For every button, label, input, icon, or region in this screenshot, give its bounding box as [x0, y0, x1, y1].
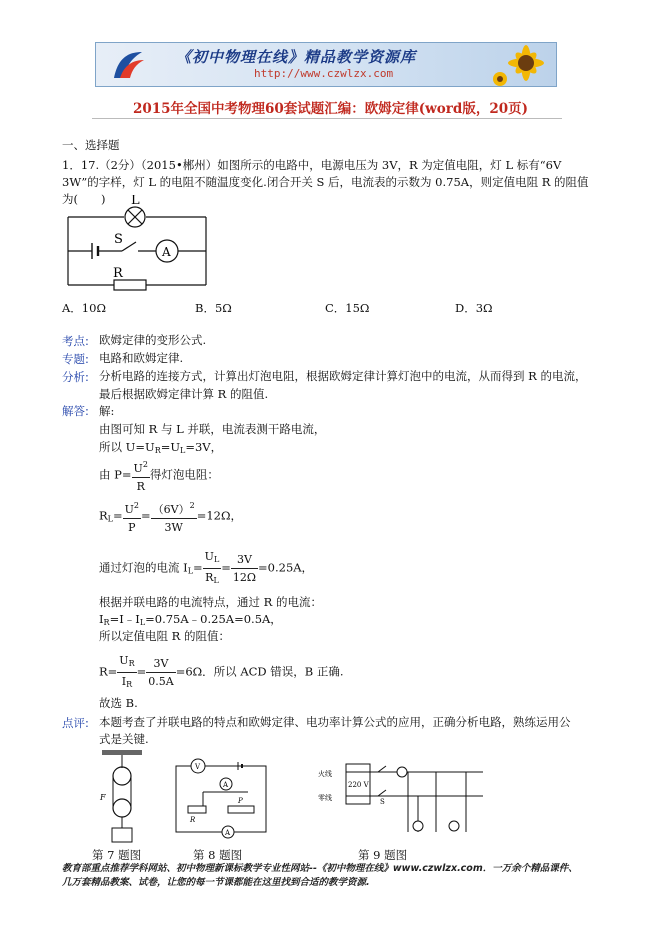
- fig9-neutral-label: 零线: [318, 794, 332, 802]
- logo-icon: [110, 48, 146, 82]
- switch-label: S: [114, 232, 123, 247]
- option-c[interactable]: C．15Ω: [325, 301, 370, 315]
- kaodian-row: [62, 333, 89, 349]
- power-fraction: $\frac{U^2}{R}$: [132, 456, 150, 495]
- figure-9-household-circuit: [318, 752, 488, 844]
- footer-line-1: 教育部重点推荐学科网站、初中物理新课标教学专业性网站--《初中物理在线》www.czwlzx.com．一万余个精品课件、: [62, 863, 578, 874]
- jieda-label: 解答:: [62, 404, 89, 418]
- fig9-switch-label: S: [380, 798, 385, 806]
- solution-line-2: 所以 $U=U_R=U_L=3V$，: [99, 440, 223, 455]
- parallel-current-line: 根据并联电路的电流特点，通过 R 的电流：: [99, 595, 322, 609]
- lamp-label: L: [131, 195, 140, 208]
- question-stem: 1．17.（2分）（2015•郴州）如图所示的电路中，电源电压为 3V，R 为定值电阻，灯 L 标有“6V 3W”的字样，灯 L 的电阻不随温度变化.闭合开关 S 后，电流表的示数为 0.75A，则定值电阻 R 的阻值为( ): [62, 158, 589, 206]
- lamp-symbol: [125, 207, 145, 227]
- header-banner: [95, 42, 557, 87]
- solution-start: 解:: [99, 404, 115, 418]
- solution-line-1: 由图可知 R 与 L 并联，电流表测干路电流，: [99, 422, 326, 436]
- ammeter-label: A: [162, 245, 171, 259]
- fig8-resistor-label: R: [190, 816, 196, 824]
- zhuanti-row: [62, 351, 89, 367]
- answer-line: 故选 B.: [99, 696, 138, 710]
- fig9-voltage-label: 220 V: [348, 781, 369, 789]
- banner-title: 《初中物理在线》精品教学资源库: [176, 48, 417, 66]
- resistor-label: R: [113, 266, 123, 281]
- figure-7-pulley: [92, 750, 152, 846]
- fig7-force-label: F: [100, 793, 106, 802]
- fig8-slider-label: P: [238, 797, 243, 805]
- banner-url[interactable]: http://www.czwlzx.com: [254, 67, 394, 80]
- fenxi-row: [62, 369, 89, 385]
- solution-line-3: 由 P= $\frac{U^2}{R}$ 得灯泡电阻：: [99, 456, 619, 495]
- question-circuit-diagram: [62, 195, 212, 297]
- lamp-resistance-formula: $R_L=$ $\frac{U^2}{P}$ = $\frac{(6V)^2}{3W}$ =12Ω，: [99, 497, 619, 536]
- lamp-current-formula: 通过灯泡的电流 $I_L=$ $\frac{U_L}{R_L}$ = $\frac{3V}{12\Omega}$ =0.25A，: [99, 550, 314, 585]
- sunflower-icon: [486, 43, 556, 86]
- dianping-row: [62, 715, 89, 731]
- figure-7-caption: 第 7 题图: [92, 848, 142, 862]
- document-title: 2015年全国中考物理60套试题汇编：欧姆定律(word版，20页): [132, 101, 529, 117]
- dianping-text-1: 本题考查了并联电路的特点和欧姆定律、电功率计算公式的应用，正确分析电路，熟练运用公: [99, 715, 571, 729]
- dianping-label: 点评:: [62, 716, 89, 730]
- option-b[interactable]: B．5Ω: [195, 301, 232, 315]
- fig8-ammeter-label-2: A: [225, 829, 231, 837]
- kaodian-label: 考点:: [62, 334, 89, 348]
- resistor-symbol: [114, 280, 146, 290]
- zhuanti-text: 电路和欧姆定律.: [99, 351, 184, 365]
- fig8-ammeter-label-1: A: [223, 781, 229, 789]
- figure-9-caption: 第 9 题图: [358, 848, 408, 862]
- fenxi-text-1: 分析电路的连接方式，计算出灯泡电阻，根据欧姆定律计算灯泡中的电流，从而得到 R 的电流，: [99, 369, 587, 383]
- resistance-formula: R= $\frac{U_R}{I_R}$ = $\frac{3V}{0.5A}$ =6Ω．所以 ACD 错误，B 正确.: [99, 654, 344, 689]
- footer-note: [62, 862, 622, 890]
- zhuanti-label: 专题:: [62, 352, 89, 366]
- dianping-text-2: 式是关键.: [99, 732, 149, 746]
- resistance-intro-line: 所以定值电阻 R 的阻值：: [99, 629, 230, 643]
- figure-8-circuit: [168, 752, 273, 840]
- fig8-voltmeter-label: V: [195, 763, 201, 771]
- footer-line-2: 几万套精品教案、试卷，让您的每一节课都能在这里找到合适的教学资源.: [62, 877, 370, 888]
- option-d[interactable]: D．3Ω: [455, 301, 493, 315]
- fig9-live-label: 火线: [318, 770, 332, 778]
- figure-8-caption: 第 8 题图: [193, 848, 243, 862]
- title-divider: [92, 118, 562, 119]
- fenxi-label: 分析:: [62, 370, 89, 384]
- kaodian-text: 欧姆定律的变形公式.: [99, 333, 207, 347]
- option-a[interactable]: A．10Ω: [62, 301, 106, 315]
- fenxi-text-2: 最后根据欧姆定律计算 R 的阻值.: [99, 387, 269, 401]
- jieda-row: [62, 403, 89, 419]
- resistor-current-line: $I_R=I﹣I_L=0.75A﹣0.25A=0.5A$，: [99, 612, 282, 627]
- section-heading: 一、选择题: [62, 138, 120, 152]
